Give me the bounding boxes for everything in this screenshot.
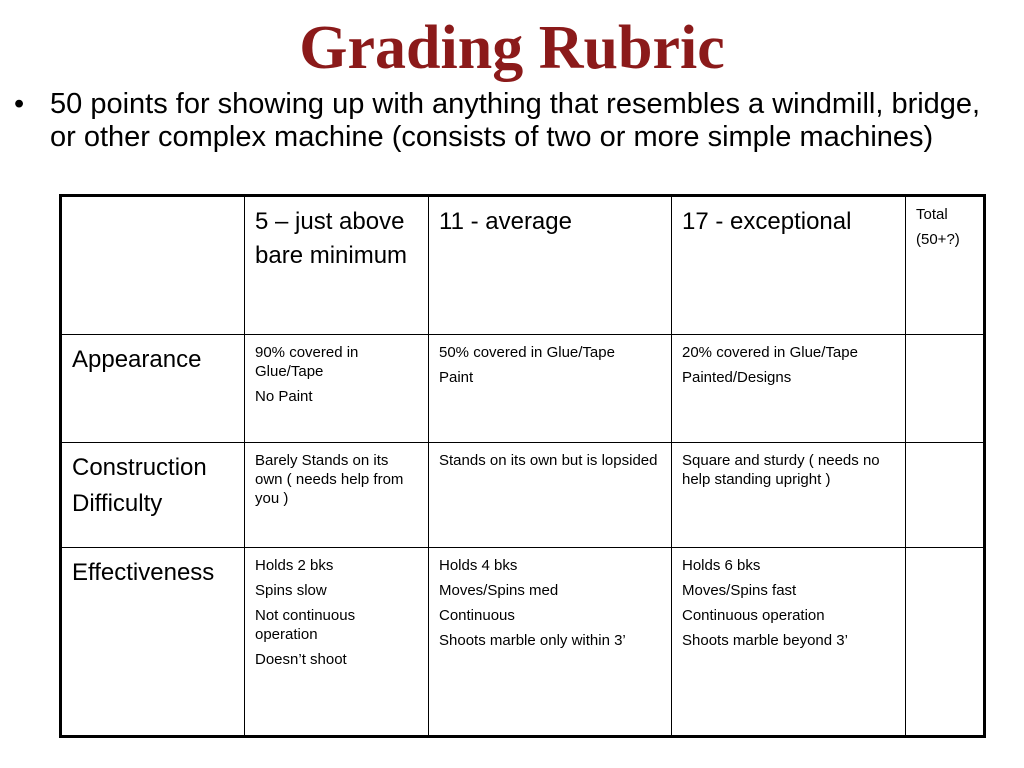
cell-line: Continuous operation [682, 607, 825, 624]
criterion-appearance [61, 335, 245, 443]
rubric-cell [672, 548, 906, 737]
header-level-5: 5 – just above bare minimum [245, 196, 429, 335]
header-total-line: (50+?) [916, 231, 960, 248]
table-row [61, 443, 985, 548]
criterion-effectiveness [61, 548, 245, 737]
total-cell [906, 335, 985, 443]
page-title: Grading Rubric [299, 14, 725, 82]
cell-line: Holds 6 bks [682, 557, 761, 574]
cell-line: 90% covered in Glue/Tape [255, 344, 359, 380]
rubric-cell [429, 335, 672, 443]
intro-bullet [14, 88, 1004, 154]
header-total-line: Total [916, 206, 948, 223]
rubric-cell [245, 548, 429, 737]
header-level-11: 11 - average [429, 196, 672, 335]
cell-line: Moves/Spins fast [682, 582, 797, 599]
cell-line: Holds 4 bks [439, 557, 518, 574]
criterion-label: Effectiveness [72, 559, 215, 586]
cell-line: Stands on its own but is lopsided [439, 452, 658, 469]
rubric-cell [245, 443, 429, 548]
header-level-17: 17 - exceptional [672, 196, 906, 335]
cell-line: Doesn’t shoot [255, 651, 347, 668]
cell-line: Continuous [439, 607, 515, 624]
table-row [61, 548, 985, 737]
cell-line: Shoots marble only within 3’ [439, 632, 626, 649]
cell-line: Not continuous operation [255, 607, 356, 643]
cell-line: Holds 2 bks [255, 557, 334, 574]
total-cell [906, 548, 985, 737]
cell-line: Square and sturdy ( needs no help standing upright ) [682, 452, 880, 488]
rubric-cell [429, 443, 672, 548]
rubric-cell [672, 443, 906, 548]
total-cell [906, 443, 985, 548]
table-header-row [61, 196, 985, 335]
cell-line: Painted/Designs [682, 369, 792, 386]
cell-line: Barely Stands on its own ( needs help from you ) [255, 452, 404, 507]
cell-line: Shoots marble beyond 3’ [682, 632, 848, 649]
bullet-text: 50 points for showing up with anything that resembles a windmill, bridge, or other complex machine (consists of two or more simple machines) [50, 88, 981, 153]
cell-line: Paint [439, 369, 474, 386]
table-row [61, 335, 985, 443]
cell-line: No Paint [255, 388, 313, 405]
header-corner-cell [61, 196, 245, 335]
rubric-cell [429, 548, 672, 737]
header-total [906, 196, 985, 335]
rubric-cell [245, 335, 429, 443]
cell-line: Moves/Spins med [439, 582, 559, 599]
cell-line: 20% covered in Glue/Tape [682, 344, 858, 361]
rubric-table [59, 194, 986, 738]
bullet-symbol: • [14, 88, 25, 120]
cell-line: Spins slow [255, 582, 327, 599]
criterion-label: Difficulty [72, 490, 163, 517]
criterion-label: Appearance [72, 346, 202, 373]
criterion-label: Construction [72, 454, 207, 481]
rubric-cell [672, 335, 906, 443]
cell-line: 50% covered in Glue/Tape [439, 344, 615, 361]
criterion-construction [61, 443, 245, 548]
